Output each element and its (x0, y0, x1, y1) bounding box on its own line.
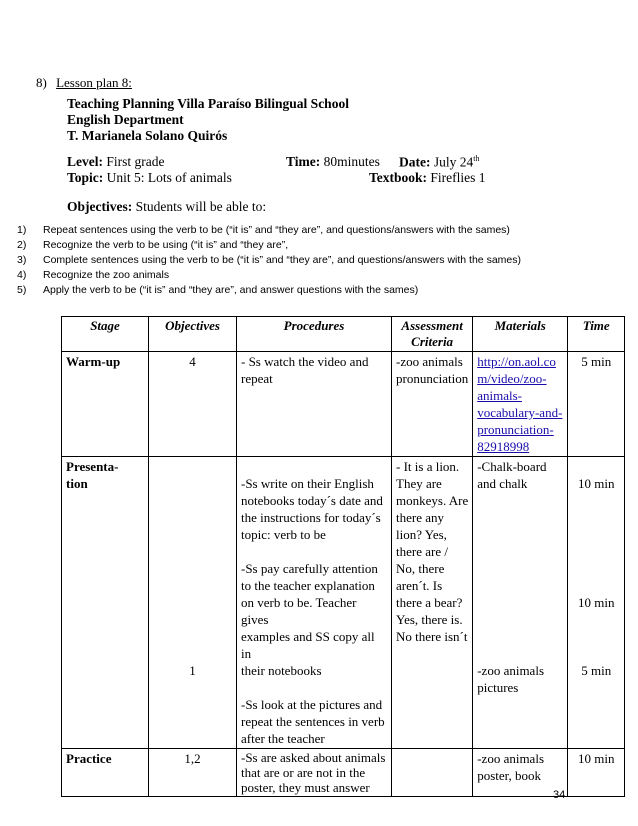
time-value: 80minutes (323, 154, 380, 169)
table-row-practice (62, 749, 625, 797)
level-value: First grade (106, 154, 165, 169)
procedure-line: -Ss pay carefully attention (241, 561, 378, 576)
lesson-plan-number: 8) (36, 75, 47, 90)
assessment-line: aren´t. Is (396, 578, 443, 593)
teacher-name: T. Marianela Solano Quirós (67, 128, 228, 143)
objectives-label: Objectives: (67, 199, 133, 214)
date-label: Date: (399, 154, 431, 170)
topic-field (67, 170, 232, 186)
objective-text: Complete sentences using the verb to be (“it is” and “they are”, and questions/answers with the sames) (43, 254, 521, 266)
assessment-line: They are (396, 476, 442, 491)
procedures-cell (237, 749, 392, 797)
objectives-cell: 1,2 (149, 749, 237, 797)
stage-cell: Practice (62, 749, 149, 797)
time-value: 10 min (577, 476, 615, 491)
procedure-line: poster, they must answer (241, 780, 370, 795)
link-line[interactable]: http://on.aol.co (477, 354, 556, 369)
procedure-line: their notebooks (241, 663, 322, 678)
assessment-cell (392, 749, 473, 797)
objective-number: 3) (17, 254, 27, 266)
procedure-line: - Ss watch the video and (241, 354, 369, 369)
table-header-row (62, 317, 625, 352)
topic-value: Unit 5: Lots of animals (106, 170, 232, 185)
time-value: 5 min (581, 663, 612, 678)
procedure-line: -Ss are asked about animals (241, 750, 386, 765)
stage-cell (62, 457, 149, 749)
level-label: Level: (67, 154, 103, 169)
header-objectives: Objectives (149, 317, 237, 352)
objective-number: 1) (17, 224, 27, 236)
material-line: -Chalk-board (477, 459, 547, 474)
time-cell (568, 457, 625, 749)
header-stage: Stage (62, 317, 149, 352)
header-materials: Materials (473, 317, 568, 352)
stage-line: Presenta- (66, 459, 119, 474)
assessment-cell (392, 457, 473, 749)
objectives-intro-text: Students will be able to: (135, 199, 267, 214)
procedure-line: on verb to be. Teacher gives (241, 595, 357, 627)
stage-cell: Warm-up (62, 352, 149, 457)
assessment-line: -zoo animals (396, 354, 463, 369)
assessment-line: - It is a lion. (396, 459, 460, 474)
link-line[interactable]: 82918998 (477, 439, 530, 454)
assessment-line: there are / (396, 544, 448, 559)
textbook-value: Fireflies 1 (430, 170, 486, 185)
material-line: poster, book (477, 768, 541, 783)
objectives-cell (149, 457, 237, 749)
time-field (286, 154, 380, 170)
lesson-plan-heading (36, 75, 132, 91)
assessment-line: Yes, there is. (396, 612, 463, 627)
assessment-line: No there isn´t (396, 629, 468, 644)
link-line[interactable]: m/video/zoo- (477, 371, 547, 386)
procedure-line: topic: verb to be (241, 527, 326, 542)
procedure-line: repeat the sentences in verb (241, 714, 385, 729)
header-procedures: Procedures (237, 317, 392, 352)
procedure-line: repeat (241, 371, 273, 386)
objective-number: 5) (17, 284, 27, 296)
assessment-line: there any (396, 510, 445, 525)
link-line[interactable]: pronunciation- (477, 422, 554, 437)
department-name: English Department (67, 112, 184, 127)
lesson-plan-label: Lesson plan 8: (56, 75, 132, 90)
assessment-cell (392, 352, 473, 457)
objective-number: 4) (17, 269, 27, 281)
date-suffix: th (473, 154, 480, 163)
link-line[interactable]: vocabulary-and- (477, 405, 563, 420)
material-line: pictures (477, 680, 519, 695)
material-line: and chalk (477, 476, 528, 491)
textbook-field (369, 170, 486, 186)
time-label: Time: (286, 154, 321, 169)
procedure-line: the instructions for today´s (241, 510, 381, 525)
level-field (67, 154, 165, 170)
objective-text: Apply the verb to be (“it is” and “they are”, and answer questions with the sames) (43, 284, 419, 296)
page-number: 34 (553, 789, 566, 801)
table-row-presentation (62, 457, 625, 749)
procedures-cell (237, 457, 392, 749)
header-assessment: Assessment Criteria (392, 317, 473, 352)
assessment-line: monkeys. Are (396, 493, 469, 508)
assessment-line: No, there (396, 561, 445, 576)
procedure-line: that are or are not in the (241, 765, 366, 780)
assessment-line: there a bear? (396, 595, 463, 610)
objective-text: Recognize the verb to be using (“it is” and “they are”, (43, 239, 289, 251)
header-time: Time (568, 317, 625, 352)
time-value: 10 min (577, 595, 615, 610)
objective-text: Recognize the zoo animals (43, 269, 170, 281)
textbook-label: Textbook: (369, 170, 428, 185)
procedure-line: -Ss look at the pictures and (241, 697, 383, 712)
objectives-cell: 4 (149, 352, 237, 457)
materials-cell (473, 457, 568, 749)
assessment-line: lion? Yes, (396, 527, 447, 542)
procedure-line: to the teacher explanation (241, 578, 375, 593)
objectives-intro (67, 199, 266, 215)
procedure-line: after the teacher (241, 731, 325, 746)
objective-number: 2) (17, 239, 27, 251)
date-field (399, 154, 479, 171)
procedures-cell (237, 352, 392, 457)
video-link[interactable] (477, 353, 563, 455)
lesson-table (61, 316, 625, 797)
objective-value: 1 (189, 663, 196, 678)
procedure-line: notebooks today´s date and (241, 493, 383, 508)
link-line[interactable]: animals- (477, 388, 522, 403)
school-name: Teaching Planning Villa Paraíso Bilingual School (67, 96, 349, 111)
procedure-line: examples and SS copy all in (241, 629, 375, 661)
material-line: -zoo animals (477, 663, 545, 678)
time-cell: 5 min (568, 352, 625, 457)
material-line: -zoo animals (477, 751, 545, 766)
procedure-line: -Ss write on their English (241, 476, 374, 491)
objective-text: Repeat sentences using the verb to be (“it is” and “they are”, and questions/answers with the sames) (43, 224, 510, 236)
date-value: July 24 (433, 154, 474, 170)
time-cell: 10 min (568, 749, 625, 797)
table-row-warmup (62, 352, 625, 457)
assessment-line: pronunciation (396, 371, 469, 386)
materials-cell (473, 352, 568, 457)
stage-line: tion (66, 476, 88, 491)
topic-label: Topic: (67, 170, 104, 185)
